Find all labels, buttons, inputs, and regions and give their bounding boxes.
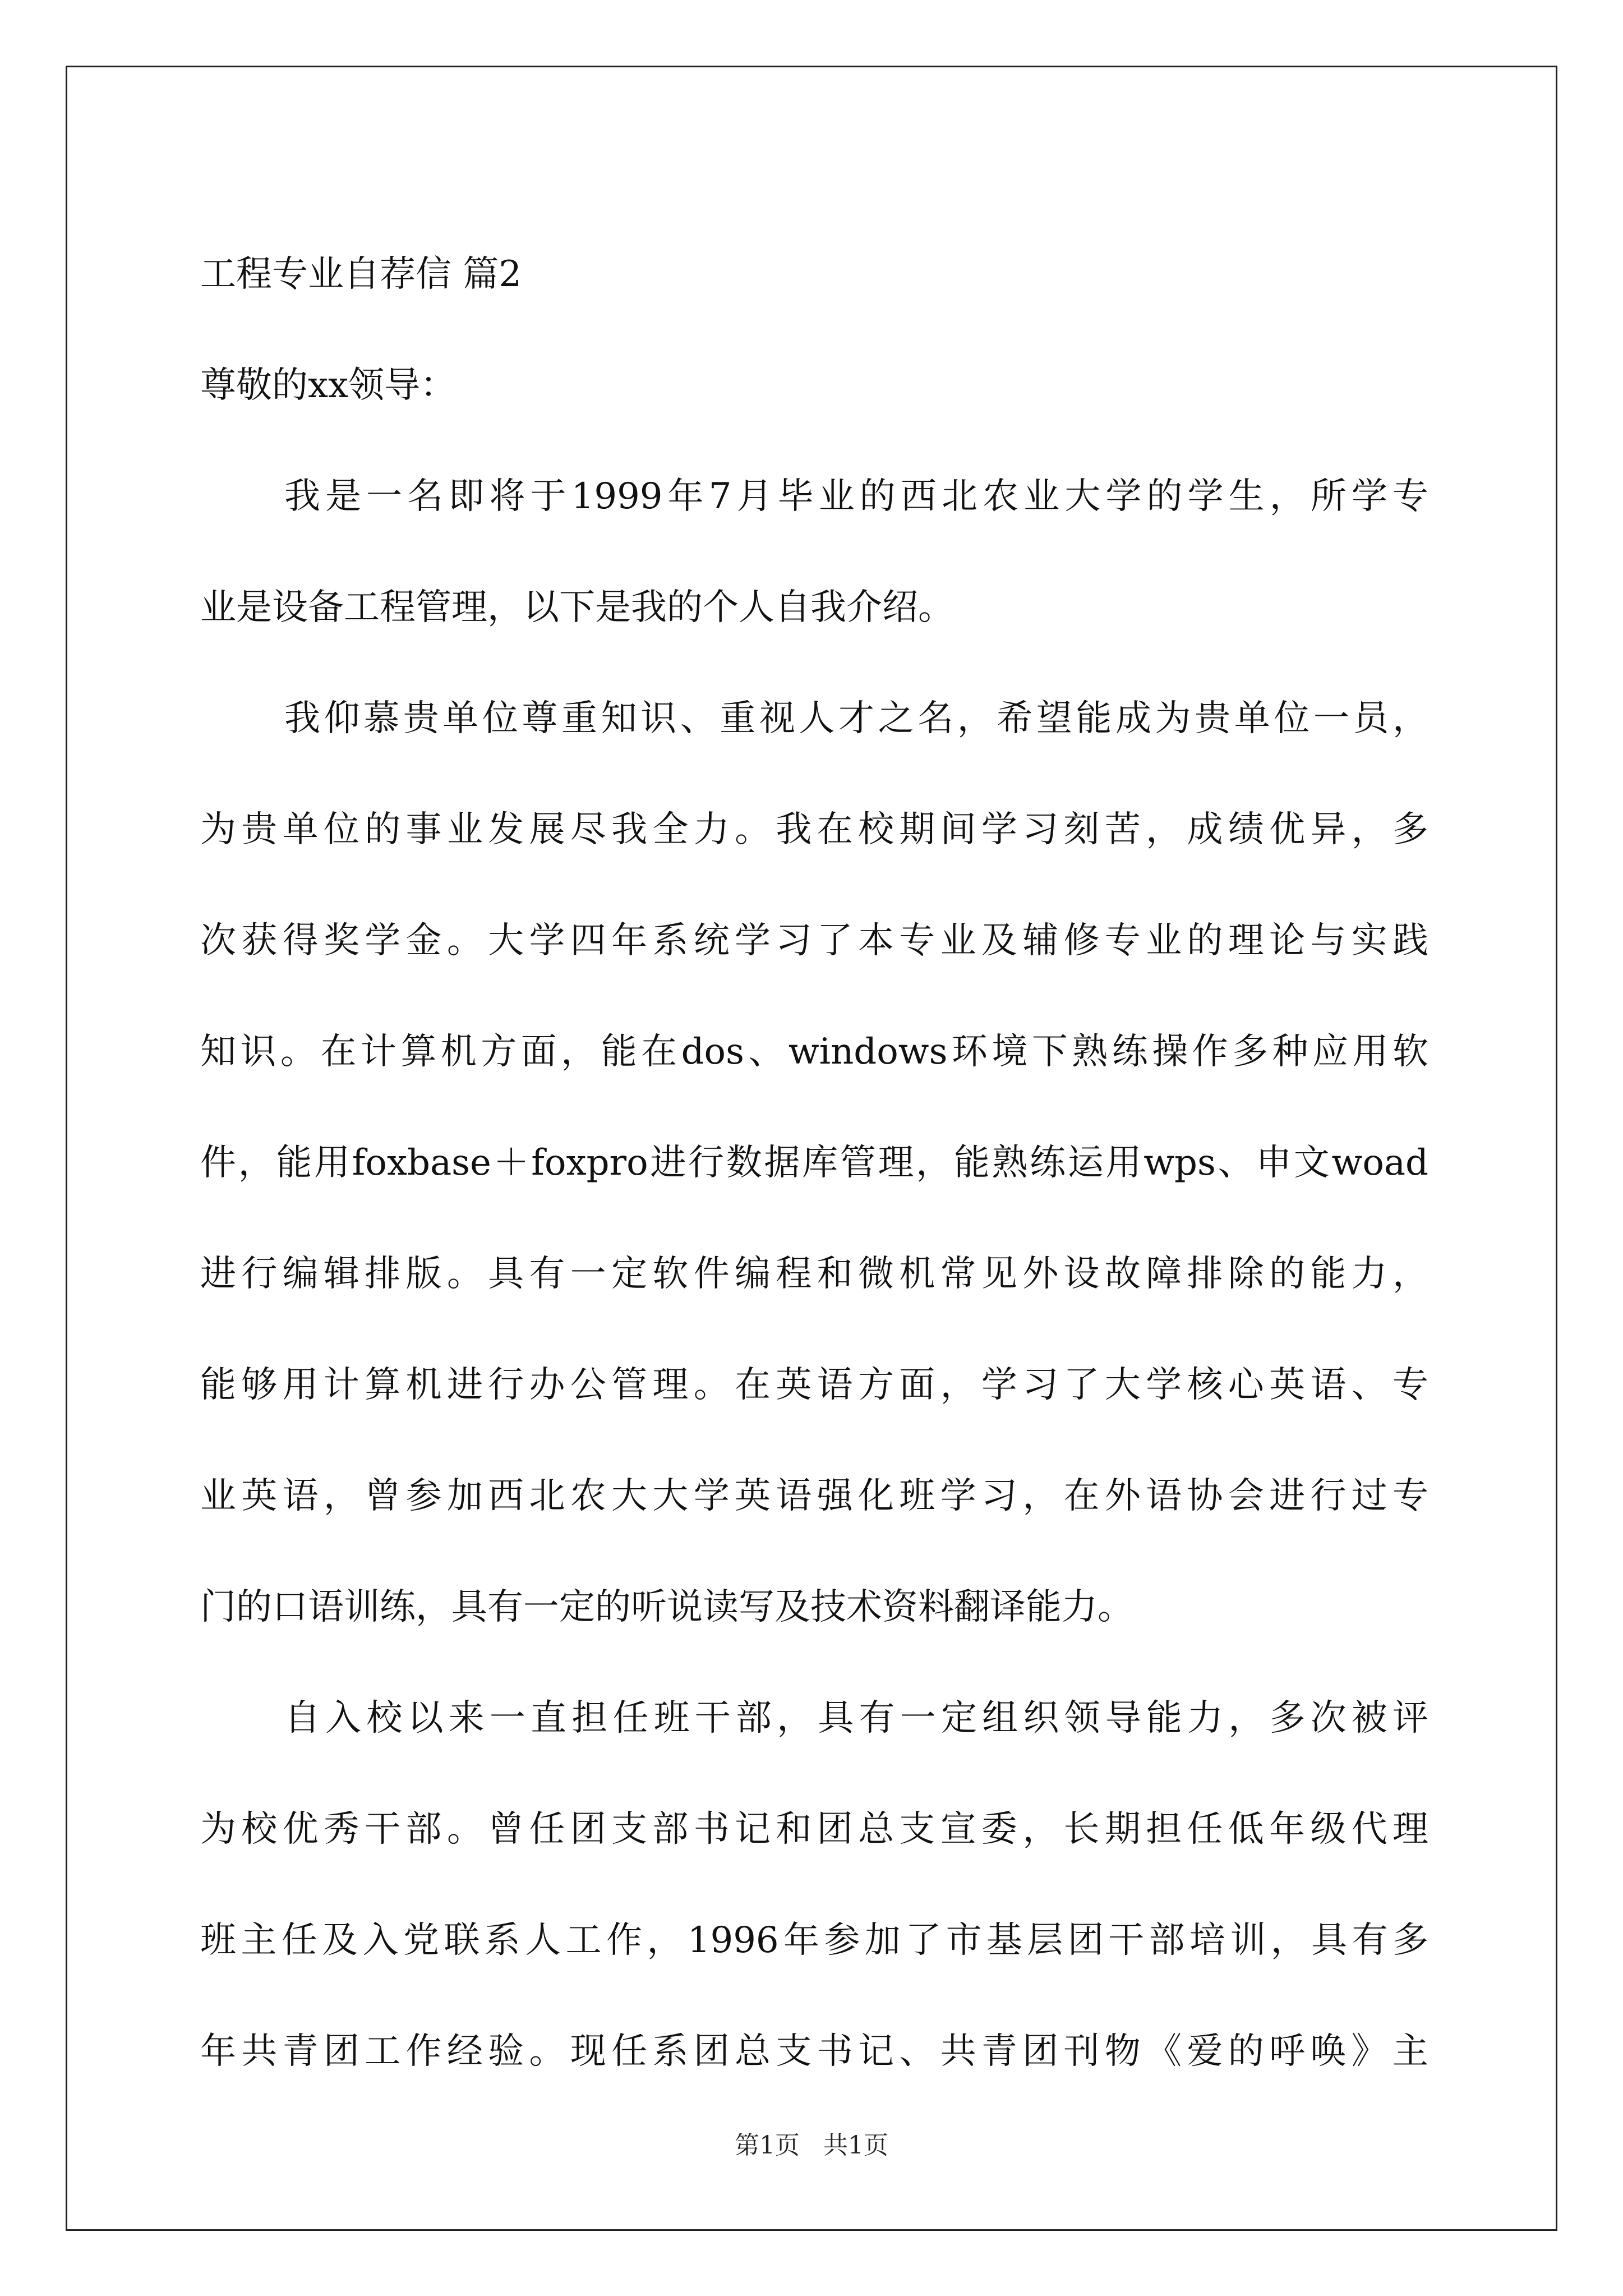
document-body xyxy=(200,219,1428,2107)
body-text xyxy=(200,441,1428,2107)
text-line: 年共青团工作经验。现任系团总支书记、共青团刊物《爱的呼唤》主 xyxy=(200,2031,1428,2072)
text-line: 次获得奖学金。大学四年系统学习了本专业及辅修专业的理论与实践 xyxy=(200,920,1428,961)
page-footer: 第1页 共1页 xyxy=(735,2131,888,2160)
text-line: 为贵单位的事业发展尽我全力。我在校期间学习刻苦，成绩优异，多 xyxy=(200,809,1428,850)
text-line: 进行编辑排版。具有一定软件编程和微机常见外设故障排除的能力， xyxy=(200,1253,1428,1295)
text-line: 知识。在计算机方面，能在dos、windows环境下熟练操作多种应用软 xyxy=(200,1031,1428,1073)
text-line: 门的口语训练，具有一定的听说读写及技术资料翻译能力。 xyxy=(200,1586,1133,1628)
greeting: 尊敬的xx领导： xyxy=(200,365,457,406)
text-line: 我是一名即将于1999年7月毕业的西北农业大学的学生，所学专 xyxy=(284,476,1428,517)
text-line: 我仰慕贵单位尊重知识、重视人才之名，希望能成为贵单位一员， xyxy=(284,698,1428,739)
text-line: 业英语，曾参加西北农大大学英语强化班学习，在外语协会进行过专 xyxy=(200,1475,1428,1517)
text-line: 业是设备工程管理，以下是我的个人自我介绍。 xyxy=(200,587,954,628)
text-line: 为校优秀干部。曾任团支部书记和团总支宣委，长期担任低年级代理 xyxy=(200,1809,1428,1850)
text-line: 自入校以来一直担任班干部，具有一定组织领导能力，多次被评 xyxy=(284,1697,1428,1739)
document-title: 工程专业自荐信 篇2 xyxy=(200,254,522,295)
text-line: 班主任及入党联系人工作，1996年参加了市基层团干部培训，具有多 xyxy=(200,1920,1428,1961)
text-line: 件，能用foxbase＋foxpro进行数据库管理，能熟练运用wps、申文woad xyxy=(200,1142,1428,1184)
text-line: 能够用计算机进行办公管理。在英语方面，学习了大学核心英语、专 xyxy=(200,1364,1428,1406)
